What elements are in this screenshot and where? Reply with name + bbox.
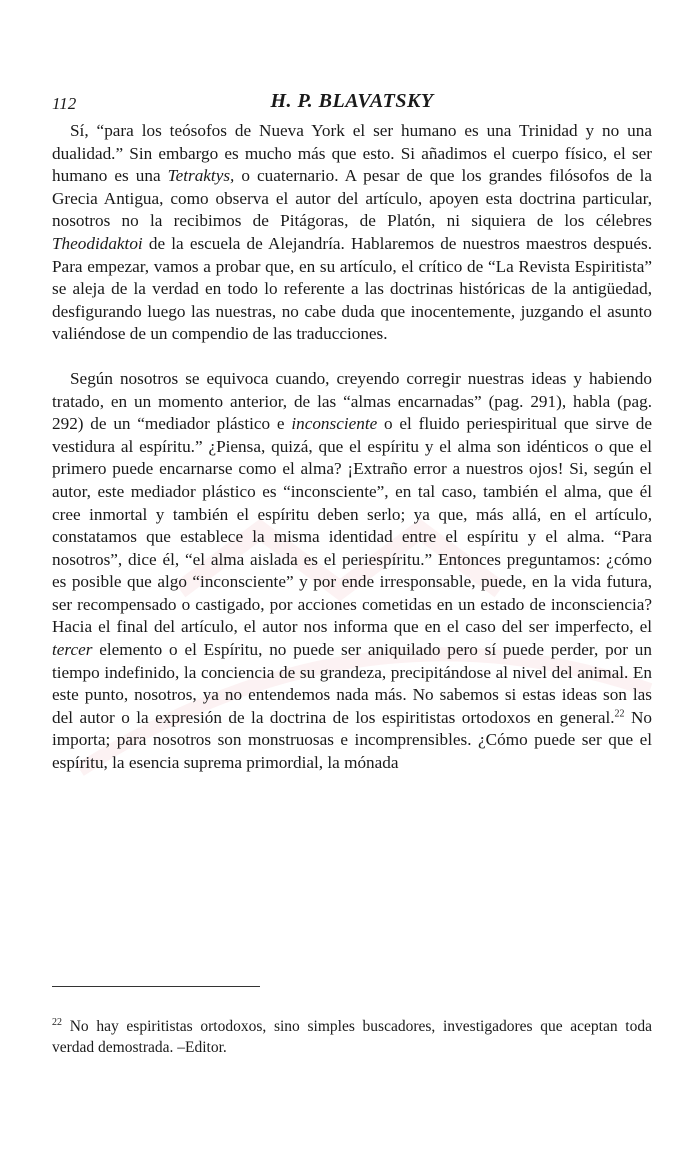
paragraph-2-text-2: o el fluido periespiritual que sirve de vestidura al espíritu.” ¿Piensa, quizá, que el espíritu y el alma son idénticos o que el primero puede encarnarse como el alma? ¡Extraño error a nuestros ojos! Si, según el autor, este mediador plástico es “inconsciente”, en tal caso, también el alma, que él cree inmortal y también el espíritu deben serlo; ya que, más allá, en el artículo, constatamos que establece la misma identidad entre el espíritu y el alma. “Para nosotros”, dice él, “el alma aislada es el periespíritu.” Entonces preguntamos: ¿cómo es posible que algo “inconsciente” y por ende irresponsable, puede, en la vida futura, ser recompensado o castigado, por acciones cometidas en un estado de inconsciencia? Hacia el final del artículo, el autor nos informa que en el caso del ser imperfecto, el xyxy=(52,414,652,637)
page-number: 112 xyxy=(52,94,77,113)
footnote-text: No hay espiritistas ortodoxos, sino simples buscadores, investigadores que aceptan toda verdad demostrada. –Editor. xyxy=(52,1017,652,1056)
paragraph-1-text-2: o cuaternario. A pesar de que los grandes filósofos de la Grecia Antigua, como observa el autor del artículo, apoyen esta doctrina particular, nosotros no la recibimos de Pitágoras, de Platón, ni siquiera de los célebres xyxy=(52,166,652,231)
paragraph-2-text-3: elemento o el Espíritu, no puede ser aniquilado pero sí puede perder, por un tiempo indefinido, la conciencia de su grandeza, precipitándose al nivel del animal. En este punto, nosotros, ya no entendemos nada más. No sabemos si estas ideas son las del autor o la expresión de la doctrina de los espiritistas ortodoxos en general. xyxy=(52,640,652,727)
term-tercer: tercer xyxy=(52,640,93,660)
paragraph-1 xyxy=(52,120,652,346)
header-title: H. P. BLAVATSKY xyxy=(270,90,434,112)
paragraph-2 xyxy=(52,368,652,775)
footnote-rule xyxy=(52,986,260,987)
term-inconsciente: inconsciente xyxy=(291,414,378,434)
footnote xyxy=(52,1016,652,1058)
paragraph-1-text-1: Sí, “para los teósofos de Nueva York el ser humano es una Trinidad y no una dualidad.” Sin embargo es mucho más que esto. Si añadimos el cuerpo físico, el ser humano es una xyxy=(52,121,652,186)
paragraph-1-text-3: de la escuela de Alejandría. Hablaremos de nuestros maestros después. Para empezar, vamos a probar que, en su artículo, el crítico de “La Revista Espiritista” se aleja de la verdad en todo lo referente a las doctrinas históricas de la antigüedad, desfigurando luego las nuestras, no cabe duda que inocentemente, juzgando el asunto valiéndose de un compendio de las traducciones. xyxy=(52,233,652,344)
paragraph-2-text-1: Según nosotros se equivoca cuando, creyendo corregir nuestras ideas y habiendo tratado, en un momento anterior, de las “almas encarnadas” (pag. 291), habla (pag. 292) de un “mediador plástico e xyxy=(52,368,652,434)
page-body xyxy=(52,90,652,775)
paragraph-2-text-4: No importa; para nosotros son monstruosas e incomprensibles. ¿Cómo puede ser que el espíritu, la esencia suprema primordial, la mónada xyxy=(52,707,652,773)
footnote-reference[interactable]: 22 xyxy=(614,708,625,720)
running-header xyxy=(52,90,652,120)
footnote-marker: 22 xyxy=(52,1016,62,1028)
term-theodidaktoi: Theodidaktoi xyxy=(52,233,143,253)
term-tetraktys: Tetraktys, xyxy=(167,166,235,186)
